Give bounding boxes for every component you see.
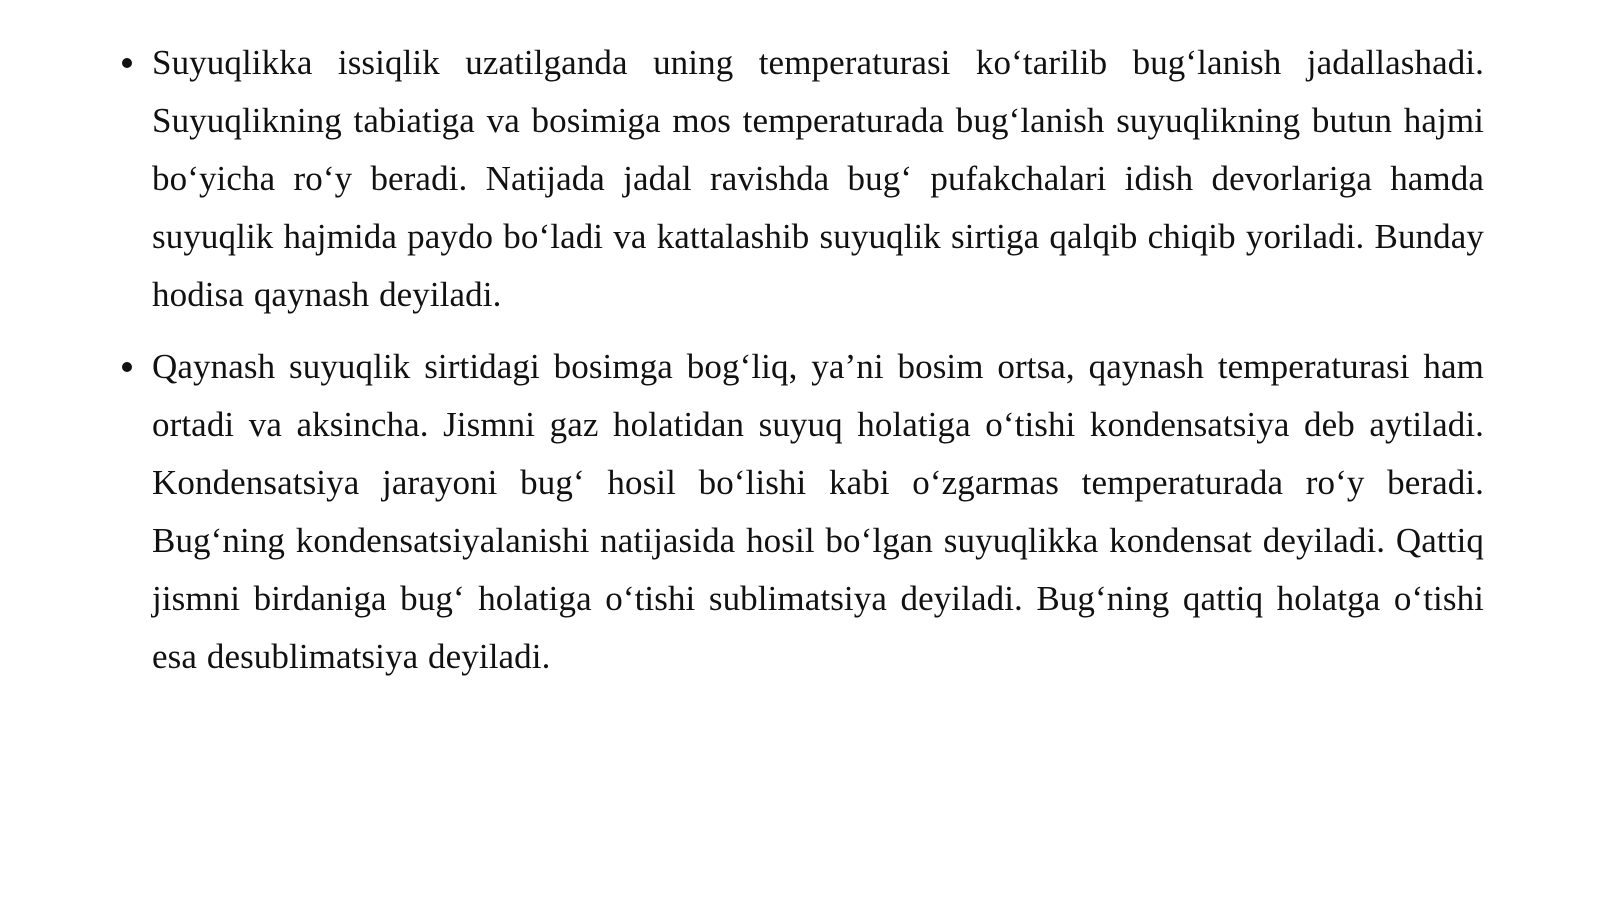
bullet-dot-icon [122, 58, 132, 68]
bullet-item-boiling [118, 34, 1484, 324]
bullet-dot-icon [122, 362, 132, 372]
bullet-item-condensation [118, 338, 1484, 686]
bullet-text: Suyuqlikka issiqlik uzatilganda uning temperaturasi ko‘tarilib bug‘lanish jadallashadi. Suyuqlikning tabiatiga va bosimiga mos temperaturada bug‘lanish suyuqlikning butun hajmi bo‘yicha ro‘y beradi. Natijada jadal ravishda bug‘ pufakchalari idish devorlariga hamda suyuqlik hajmida paydo bo‘ladi va kattalashib suyuqlik sirtiga qalqib chiqib yoriladi. Bunday hodisa qaynash deyiladi. [152, 43, 1484, 314]
bullet-text: Qaynash suyuqlik sirtidagi bosimga bog‘liq, ya’ni bosim ortsa, qaynash temperaturasi ham ortadi va aksincha. Jismni gaz holatidan suyuq holatiga o‘tishi kondensatsiya deb aytiladi. Kondensatsiya jarayoni bug‘ hosil bo‘lishi kabi o‘zgarmas temperaturada ro‘y beradi. Bug‘ning kondensatsiyalanishi natijasida hosil bo‘lgan suyuqlikka kondensat deyiladi. Qattiq jismni birdaniga bug‘ holatiga o‘tishi sublimatsiya deyiladi. Bug‘ning qattiq holatga o‘tishi esa desublimatsiya deyiladi. [152, 347, 1484, 676]
bullet-list [118, 34, 1484, 700]
